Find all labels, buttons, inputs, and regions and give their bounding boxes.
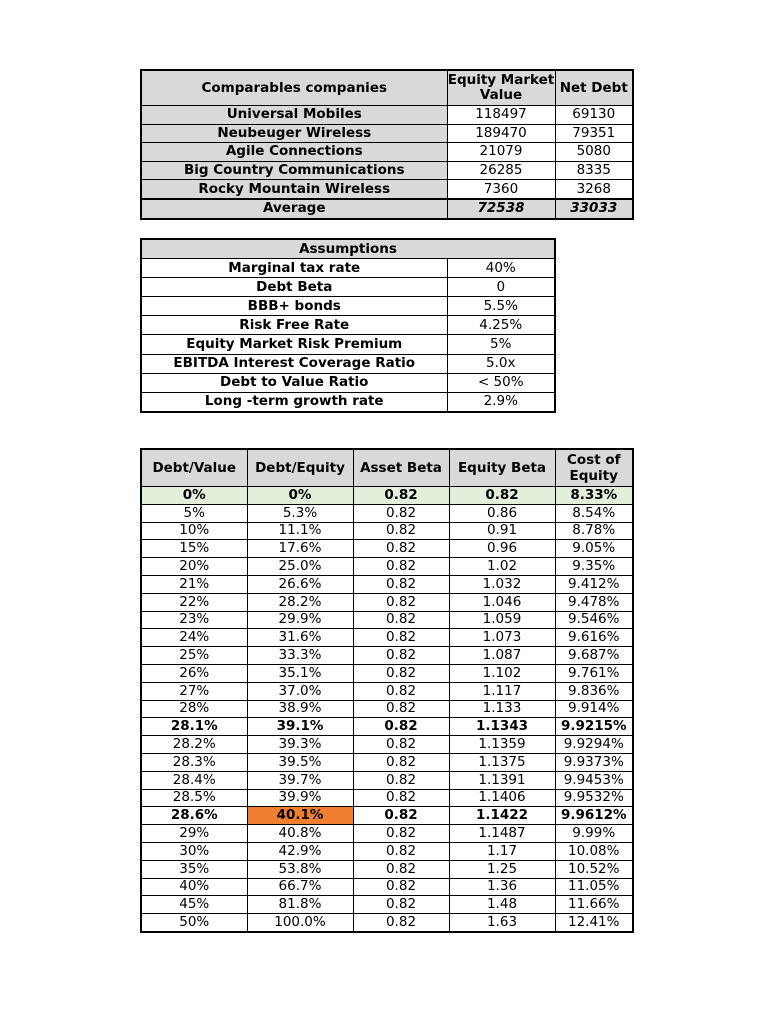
cell-equity-beta: 1.48 xyxy=(449,896,555,914)
average-equity: 72538 xyxy=(447,199,555,219)
assumption-label: Risk Free Rate xyxy=(141,316,447,335)
cell-cost-of-equity: 9.9453% xyxy=(555,771,633,789)
equity-market-value: 7360 xyxy=(447,180,555,199)
cell-equity-beta: 1.087 xyxy=(449,647,555,665)
cell-asset-beta: 0.82 xyxy=(353,914,449,932)
cell-debt-equity: 39.1% xyxy=(247,718,353,736)
cell-debt-equity: 42.9% xyxy=(247,842,353,860)
cell-cost-of-equity: 8.78% xyxy=(555,522,633,540)
capital-row xyxy=(141,878,633,896)
cell-equity-beta: 1.1406 xyxy=(449,789,555,807)
net-debt: 79351 xyxy=(555,124,633,143)
cap-header-cost-of-equity: Cost of Equity xyxy=(555,449,633,487)
company-name: Agile Connections xyxy=(141,143,447,162)
cell-debt-value: 45% xyxy=(141,896,247,914)
capital-row xyxy=(141,611,633,629)
cell-asset-beta: 0.82 xyxy=(353,736,449,754)
cell-cost-of-equity: 9.9532% xyxy=(555,789,633,807)
cell-debt-value: 28% xyxy=(141,700,247,718)
assumption-label: Equity Market Risk Premium xyxy=(141,335,447,354)
cell-asset-beta: 0.82 xyxy=(353,504,449,522)
comparables-average-row xyxy=(141,199,633,219)
capital-row xyxy=(141,896,633,914)
cell-equity-beta: 1.17 xyxy=(449,842,555,860)
capital-row xyxy=(141,487,633,505)
cell-cost-of-equity: 9.412% xyxy=(555,575,633,593)
cap-header-equity-beta: Equity Beta xyxy=(449,449,555,487)
cell-debt-equity: 100.0% xyxy=(247,914,353,932)
assumption-value: 2.9% xyxy=(447,392,555,412)
assumption-label: Marginal tax rate xyxy=(141,259,447,278)
comparables-row xyxy=(141,143,633,162)
cell-asset-beta: 0.82 xyxy=(353,611,449,629)
cell-equity-beta: 0.86 xyxy=(449,504,555,522)
cell-cost-of-equity: 8.33% xyxy=(555,487,633,505)
cell-debt-value: 30% xyxy=(141,842,247,860)
assumption-label: EBITDA Interest Coverage Ratio xyxy=(141,354,447,373)
cell-equity-beta: 1.046 xyxy=(449,593,555,611)
cell-debt-value: 28.4% xyxy=(141,771,247,789)
cell-asset-beta: 0.82 xyxy=(353,575,449,593)
cell-debt-equity: 17.6% xyxy=(247,540,353,558)
capital-row xyxy=(141,789,633,807)
capital-row xyxy=(141,736,633,754)
cell-cost-of-equity: 9.836% xyxy=(555,682,633,700)
capital-row xyxy=(141,771,633,789)
cell-cost-of-equity: 9.616% xyxy=(555,629,633,647)
cell-debt-equity: 39.5% xyxy=(247,753,353,771)
assumption-row xyxy=(141,392,555,412)
cell-debt-value: 20% xyxy=(141,558,247,576)
capital-row xyxy=(141,914,633,932)
cell-debt-value: 50% xyxy=(141,914,247,932)
cell-debt-equity: 33.3% xyxy=(247,647,353,665)
cell-debt-equity: 31.6% xyxy=(247,629,353,647)
cell-debt-value: 40% xyxy=(141,878,247,896)
cell-debt-value: 25% xyxy=(141,647,247,665)
cell-cost-of-equity: 9.9294% xyxy=(555,736,633,754)
assumption-row xyxy=(141,335,555,354)
capital-row xyxy=(141,700,633,718)
cell-asset-beta: 0.82 xyxy=(353,771,449,789)
cell-equity-beta: 1.073 xyxy=(449,629,555,647)
cell-cost-of-equity: 9.99% xyxy=(555,825,633,843)
company-name: Neubeuger Wireless xyxy=(141,124,447,143)
cell-debt-equity: 0% xyxy=(247,487,353,505)
cell-asset-beta: 0.82 xyxy=(353,647,449,665)
cell-debt-equity: 39.7% xyxy=(247,771,353,789)
cell-equity-beta: 1.032 xyxy=(449,575,555,593)
net-debt: 5080 xyxy=(555,143,633,162)
capital-row xyxy=(141,593,633,611)
cell-asset-beta: 0.82 xyxy=(353,789,449,807)
cell-asset-beta: 0.82 xyxy=(353,593,449,611)
cell-debt-equity: 25.0% xyxy=(247,558,353,576)
assumption-value: 40% xyxy=(447,259,555,278)
cell-debt-equity: 53.8% xyxy=(247,860,353,878)
assumption-row xyxy=(141,278,555,297)
assumption-label: BBB+ bonds xyxy=(141,297,447,316)
comparables-row xyxy=(141,161,633,180)
cell-equity-beta: 1.36 xyxy=(449,878,555,896)
average-label: Average xyxy=(141,199,447,219)
cell-debt-value: 5% xyxy=(141,504,247,522)
cell-cost-of-equity: 11.05% xyxy=(555,878,633,896)
capital-row xyxy=(141,682,633,700)
cell-debt-value: 10% xyxy=(141,522,247,540)
cell-debt-value: 35% xyxy=(141,860,247,878)
capital-row xyxy=(141,540,633,558)
comparables-row xyxy=(141,180,633,199)
cell-equity-beta: 1.133 xyxy=(449,700,555,718)
capital-row xyxy=(141,504,633,522)
cell-equity-beta: 1.059 xyxy=(449,611,555,629)
cell-equity-beta: 1.1375 xyxy=(449,753,555,771)
capital-row xyxy=(141,664,633,682)
cell-debt-equity: 81.8% xyxy=(247,896,353,914)
cell-debt-value: 21% xyxy=(141,575,247,593)
cell-cost-of-equity: 9.05% xyxy=(555,540,633,558)
comparables-row xyxy=(141,106,633,125)
net-debt: 3268 xyxy=(555,180,633,199)
cell-debt-value: 28.6% xyxy=(141,807,247,825)
assumptions-table xyxy=(140,238,556,413)
net-debt: 8335 xyxy=(555,161,633,180)
comparables-header-netdebt: Net Debt xyxy=(555,70,633,106)
cell-asset-beta: 0.82 xyxy=(353,896,449,914)
cap-header-asset-beta: Asset Beta xyxy=(353,449,449,487)
cell-equity-beta: 1.25 xyxy=(449,860,555,878)
average-net-debt: 33033 xyxy=(555,199,633,219)
cell-cost-of-equity: 12.41% xyxy=(555,914,633,932)
company-name: Rocky Mountain Wireless xyxy=(141,180,447,199)
cell-debt-value: 27% xyxy=(141,682,247,700)
cell-debt-equity: 66.7% xyxy=(247,878,353,896)
cell-cost-of-equity: 9.914% xyxy=(555,700,633,718)
cell-asset-beta: 0.82 xyxy=(353,522,449,540)
cell-cost-of-equity: 9.35% xyxy=(555,558,633,576)
cell-debt-equity: 37.0% xyxy=(247,682,353,700)
cell-equity-beta: 0.82 xyxy=(449,487,555,505)
cell-equity-beta: 0.91 xyxy=(449,522,555,540)
cell-debt-value: 28.2% xyxy=(141,736,247,754)
cell-debt-value: 15% xyxy=(141,540,247,558)
comparables-header-equity: Equity Market Value xyxy=(447,70,555,106)
assumption-value: 5% xyxy=(447,335,555,354)
cell-debt-value: 23% xyxy=(141,611,247,629)
cell-debt-value: 28.5% xyxy=(141,789,247,807)
cell-asset-beta: 0.82 xyxy=(353,558,449,576)
assumption-label: Debt Beta xyxy=(141,278,447,297)
capital-row xyxy=(141,825,633,843)
assumptions-title: Assumptions xyxy=(141,239,555,259)
cell-debt-equity: 38.9% xyxy=(247,700,353,718)
cell-asset-beta: 0.82 xyxy=(353,629,449,647)
cell-cost-of-equity: 8.54% xyxy=(555,504,633,522)
cell-cost-of-equity: 9.478% xyxy=(555,593,633,611)
assumption-row xyxy=(141,354,555,373)
capital-row xyxy=(141,575,633,593)
cell-equity-beta: 1.1391 xyxy=(449,771,555,789)
net-debt: 69130 xyxy=(555,106,633,125)
assumption-label: Long -term growth rate xyxy=(141,392,447,412)
assumption-value: 4.25% xyxy=(447,316,555,335)
cell-cost-of-equity: 9.546% xyxy=(555,611,633,629)
equity-market-value: 21079 xyxy=(447,143,555,162)
comparables-header-company: Comparables companies xyxy=(141,70,447,106)
cell-debt-equity: 26.6% xyxy=(247,575,353,593)
assumption-value: 5.5% xyxy=(447,297,555,316)
cell-asset-beta: 0.82 xyxy=(353,682,449,700)
capital-structure-table xyxy=(140,448,634,933)
cell-equity-beta: 1.02 xyxy=(449,558,555,576)
capital-row xyxy=(141,753,633,771)
cell-debt-value: 26% xyxy=(141,664,247,682)
cell-cost-of-equity: 11.66% xyxy=(555,896,633,914)
capital-row xyxy=(141,860,633,878)
capital-row xyxy=(141,647,633,665)
cell-debt-value: 29% xyxy=(141,825,247,843)
cell-asset-beta: 0.82 xyxy=(353,487,449,505)
comparables-table xyxy=(140,69,634,220)
cell-asset-beta: 0.82 xyxy=(353,718,449,736)
cell-cost-of-equity: 10.08% xyxy=(555,842,633,860)
cell-equity-beta: 1.1422 xyxy=(449,807,555,825)
cell-cost-of-equity: 9.9215% xyxy=(555,718,633,736)
assumption-row xyxy=(141,259,555,278)
cell-debt-equity: 35.1% xyxy=(247,664,353,682)
capital-row xyxy=(141,718,633,736)
cell-equity-beta: 1.1487 xyxy=(449,825,555,843)
cell-equity-beta: 0.96 xyxy=(449,540,555,558)
equity-market-value: 118497 xyxy=(447,106,555,125)
cell-equity-beta: 1.117 xyxy=(449,682,555,700)
cell-equity-beta: 1.102 xyxy=(449,664,555,682)
capital-row xyxy=(141,522,633,540)
cell-debt-value: 24% xyxy=(141,629,247,647)
cell-debt-value: 28.3% xyxy=(141,753,247,771)
cap-header-debt-equity: Debt/Equity xyxy=(247,449,353,487)
equity-market-value: 26285 xyxy=(447,161,555,180)
capital-row xyxy=(141,558,633,576)
cell-debt-equity: 39.9% xyxy=(247,789,353,807)
cell-asset-beta: 0.82 xyxy=(353,842,449,860)
cell-asset-beta: 0.82 xyxy=(353,540,449,558)
assumption-row xyxy=(141,373,555,392)
assumption-value: 0 xyxy=(447,278,555,297)
assumption-label: Debt to Value Ratio xyxy=(141,373,447,392)
cell-debt-value: 0% xyxy=(141,487,247,505)
cell-equity-beta: 1.1343 xyxy=(449,718,555,736)
cell-cost-of-equity: 9.761% xyxy=(555,664,633,682)
cell-equity-beta: 1.63 xyxy=(449,914,555,932)
cell-asset-beta: 0.82 xyxy=(353,878,449,896)
cell-debt-equity: 28.2% xyxy=(247,593,353,611)
cell-asset-beta: 0.82 xyxy=(353,664,449,682)
cap-header-debt-value: Debt/Value xyxy=(141,449,247,487)
cell-debt-equity: 40.8% xyxy=(247,825,353,843)
cell-debt-equity: 5.3% xyxy=(247,504,353,522)
cell-asset-beta: 0.82 xyxy=(353,825,449,843)
capital-row xyxy=(141,842,633,860)
assumption-row xyxy=(141,316,555,335)
cell-cost-of-equity: 9.9373% xyxy=(555,753,633,771)
cell-cost-of-equity: 9.9612% xyxy=(555,807,633,825)
company-name: Universal Mobiles xyxy=(141,106,447,125)
assumption-value: 5.0x xyxy=(447,354,555,373)
capital-row xyxy=(141,629,633,647)
assumption-value: < 50% xyxy=(447,373,555,392)
cell-debt-value: 28.1% xyxy=(141,718,247,736)
cell-asset-beta: 0.82 xyxy=(353,860,449,878)
cell-debt-equity: 29.9% xyxy=(247,611,353,629)
cell-asset-beta: 0.82 xyxy=(353,700,449,718)
company-name: Big Country Communications xyxy=(141,161,447,180)
cell-cost-of-equity: 10.52% xyxy=(555,860,633,878)
cell-asset-beta: 0.82 xyxy=(353,807,449,825)
capital-row xyxy=(141,807,633,825)
cell-debt-equity: 39.3% xyxy=(247,736,353,754)
assumption-row xyxy=(141,297,555,316)
cell-asset-beta: 0.82 xyxy=(353,753,449,771)
cell-debt-equity: 40.1% xyxy=(247,807,353,825)
cell-equity-beta: 1.1359 xyxy=(449,736,555,754)
cell-debt-equity: 11.1% xyxy=(247,522,353,540)
cell-cost-of-equity: 9.687% xyxy=(555,647,633,665)
equity-market-value: 189470 xyxy=(447,124,555,143)
comparables-row xyxy=(141,124,633,143)
cell-debt-value: 22% xyxy=(141,593,247,611)
